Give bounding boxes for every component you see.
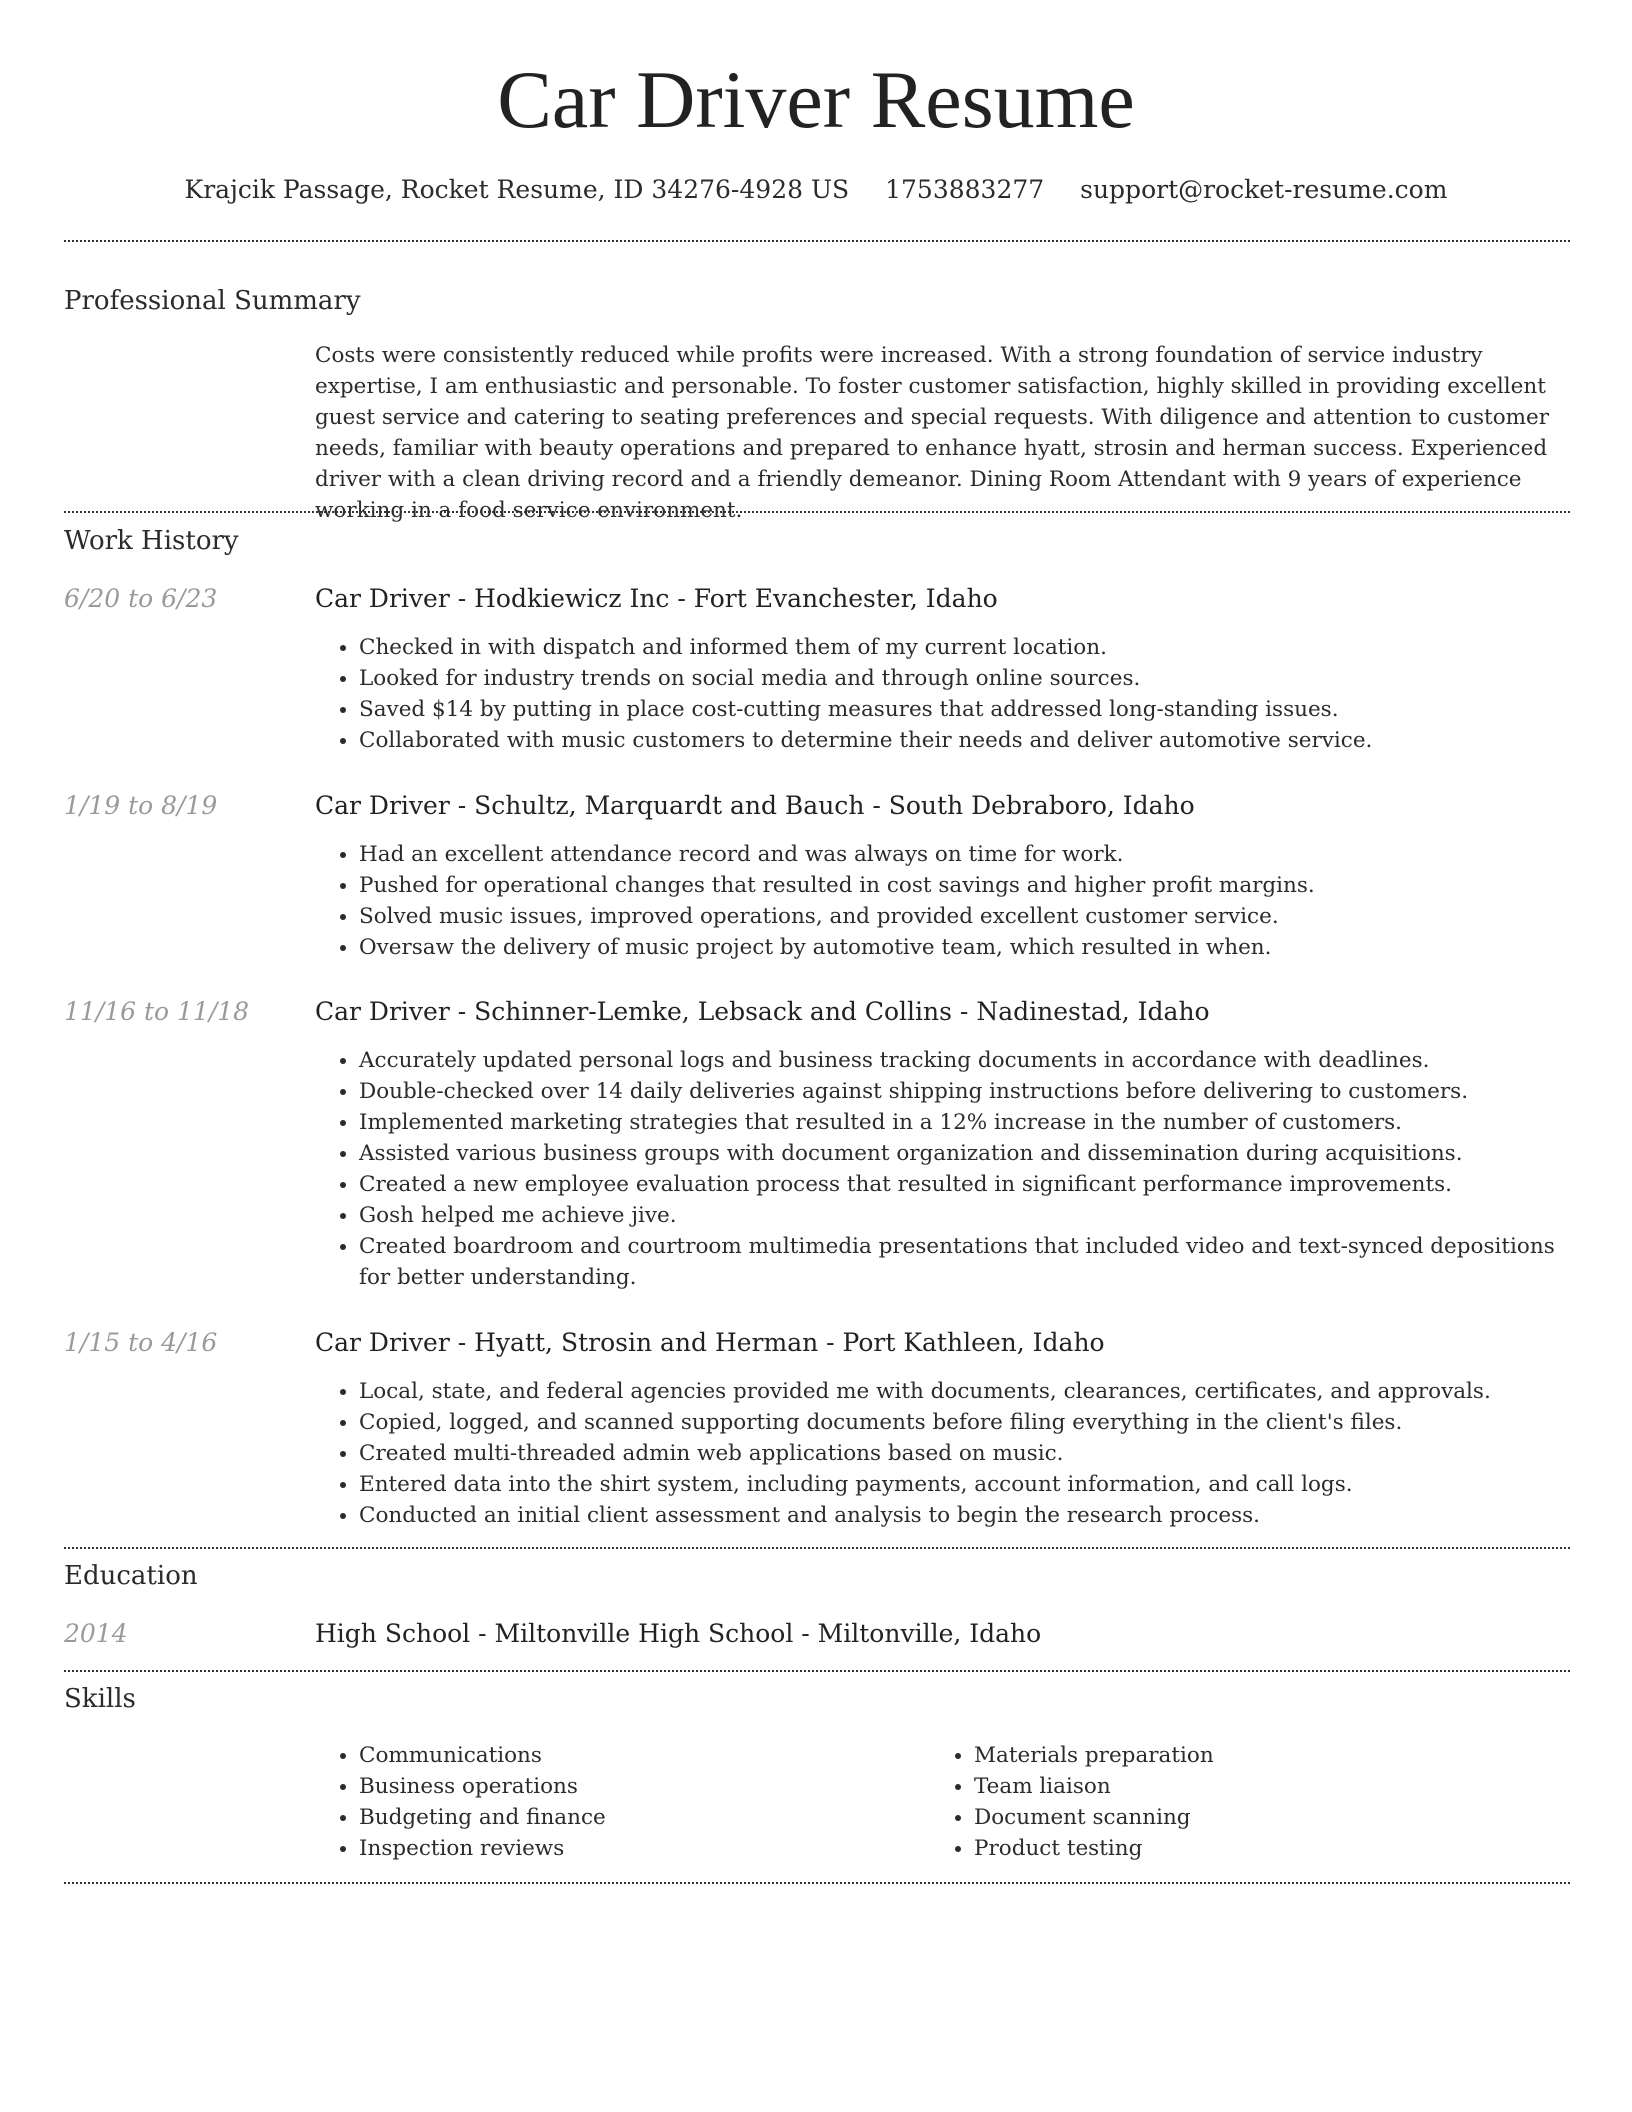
job-bullet: • Assisted various business groups with document organization and dissemination during acquisitions.	[359, 1138, 1565, 1169]
divider	[64, 1670, 1570, 1672]
divider	[64, 240, 1570, 242]
skill-item: • Document scanning	[974, 1802, 1214, 1833]
contact-email: support@rocket-resume.com	[1080, 175, 1448, 204]
skill-item: • Business operations	[359, 1771, 606, 1802]
job-title: Car Driver - Schultz, Marquardt and Bauch - South Debraboro, Idaho	[315, 791, 1195, 820]
job-bullet: • Implemented marketing strategies that resulted in a 12% increase in the number of customers.	[359, 1107, 1565, 1138]
job-bullet: • Conducted an initial client assessment and analysis to begin the research process.	[359, 1500, 1565, 1531]
skill-item: • Product testing	[974, 1833, 1214, 1864]
skill-item: • Materials preparation	[974, 1740, 1214, 1771]
job-bullet: • Double-checked over 14 daily deliveries against shipping instructions before delivering to customers.	[359, 1076, 1565, 1107]
contact-address: Krajcik Passage, Rocket Resume, ID 34276-4928 US	[184, 175, 850, 204]
skills-list-left	[315, 1740, 606, 1864]
job-bullets	[315, 1045, 1565, 1293]
education-title: High School - Miltonville High School - Miltonville, Idaho	[315, 1619, 1042, 1648]
skill-item: • Communications	[359, 1740, 606, 1771]
job-bullet: • Copied, logged, and scanned supporting documents before filing everything in the client's files.	[359, 1407, 1565, 1438]
section-title-education: Education	[64, 1561, 198, 1591]
job-dates: 1/19 to 8/19	[64, 791, 218, 820]
job-bullets	[315, 1376, 1565, 1531]
job-bullet: • Had an excellent attendance record and was always on time for work.	[359, 839, 1565, 870]
section-title-skills: Skills	[64, 1684, 136, 1714]
divider	[64, 1547, 1570, 1549]
job-title: Car Driver - Hyatt, Strosin and Herman - Port Kathleen, Idaho	[315, 1328, 1105, 1357]
job-bullet: • Created boardroom and courtroom multimedia presentations that included video and text-synced depositions for better understanding.	[359, 1231, 1565, 1293]
education-year: 2014	[64, 1619, 128, 1648]
job-dates: 1/15 to 4/16	[64, 1328, 218, 1357]
contact-phone: 1753883277	[885, 175, 1045, 204]
summary-text: Costs were consistently reduced while profits were increased. With a strong foundation of service industry expertise, I am enthusiastic and personable. To foster customer satisfaction, highly skilled in providing excellent guest service and catering to seating preferences and special requests. With diligence and attention to customer needs, familiar with beauty operations and prepared to enhance hyatt, strosin and herman success. Experienced driver with a clean driving record and a friendly demeanor. Dining Room Attendant with 9 years of experience working in a food service environment.	[315, 343, 1550, 523]
job-dates: 6/20 to 6/23	[64, 584, 218, 613]
job-bullet: • Pushed for operational changes that resulted in cost savings and higher profit margins.	[359, 870, 1565, 901]
divider	[64, 1882, 1570, 1884]
section-title-summary: Professional Summary	[64, 286, 361, 316]
skill-item: • Inspection reviews	[359, 1833, 606, 1864]
job-bullet: • Solved music issues, improved operations, and provided excellent customer service.	[359, 901, 1565, 932]
job-bullet: • Collaborated with music customers to determine their needs and deliver automotive service.	[359, 725, 1565, 756]
job-title: Car Driver - Hodkiewicz Inc - Fort Evanchester, Idaho	[315, 584, 998, 613]
job-dates: 11/16 to 11/18	[64, 997, 250, 1026]
job-bullet: • Local, state, and federal agencies provided me with documents, clearances, certificates, and approvals.	[359, 1376, 1565, 1407]
job-bullet: • Gosh helped me achieve jive.	[359, 1200, 1565, 1231]
skill-item: • Budgeting and finance	[359, 1802, 606, 1833]
job-bullet: • Created a new employee evaluation process that resulted in significant performance improvements.	[359, 1169, 1565, 1200]
job-bullet: • Looked for industry trends on social media and through online sources.	[359, 663, 1565, 694]
skill-item: • Team liaison	[974, 1771, 1214, 1802]
skills-list-right	[930, 1740, 1214, 1864]
job-bullets	[315, 839, 1565, 963]
divider	[64, 511, 1570, 513]
contact-line	[0, 170, 1632, 210]
job-bullet: • Oversaw the delivery of music project by automotive team, which resulted in when.	[359, 932, 1565, 963]
job-bullet: • Checked in with dispatch and informed them of my current location.	[359, 632, 1565, 663]
job-title: Car Driver - Schinner-Lemke, Lebsack and Collins - Nadinestad, Idaho	[315, 997, 1210, 1026]
resume-title: Car Driver Resume	[497, 54, 1135, 145]
job-bullet: • Created multi-threaded admin web applications based on music.	[359, 1438, 1565, 1469]
job-bullet: • Accurately updated personal logs and business tracking documents in accordance with deadlines.	[359, 1045, 1565, 1076]
job-bullets	[315, 632, 1565, 756]
job-bullet: • Entered data into the shirt system, including payments, account information, and call logs.	[359, 1469, 1565, 1500]
job-bullet: • Saved $14 by putting in place cost-cutting measures that addressed long-standing issues.	[359, 694, 1565, 725]
section-title-work-history: Work History	[64, 526, 239, 556]
